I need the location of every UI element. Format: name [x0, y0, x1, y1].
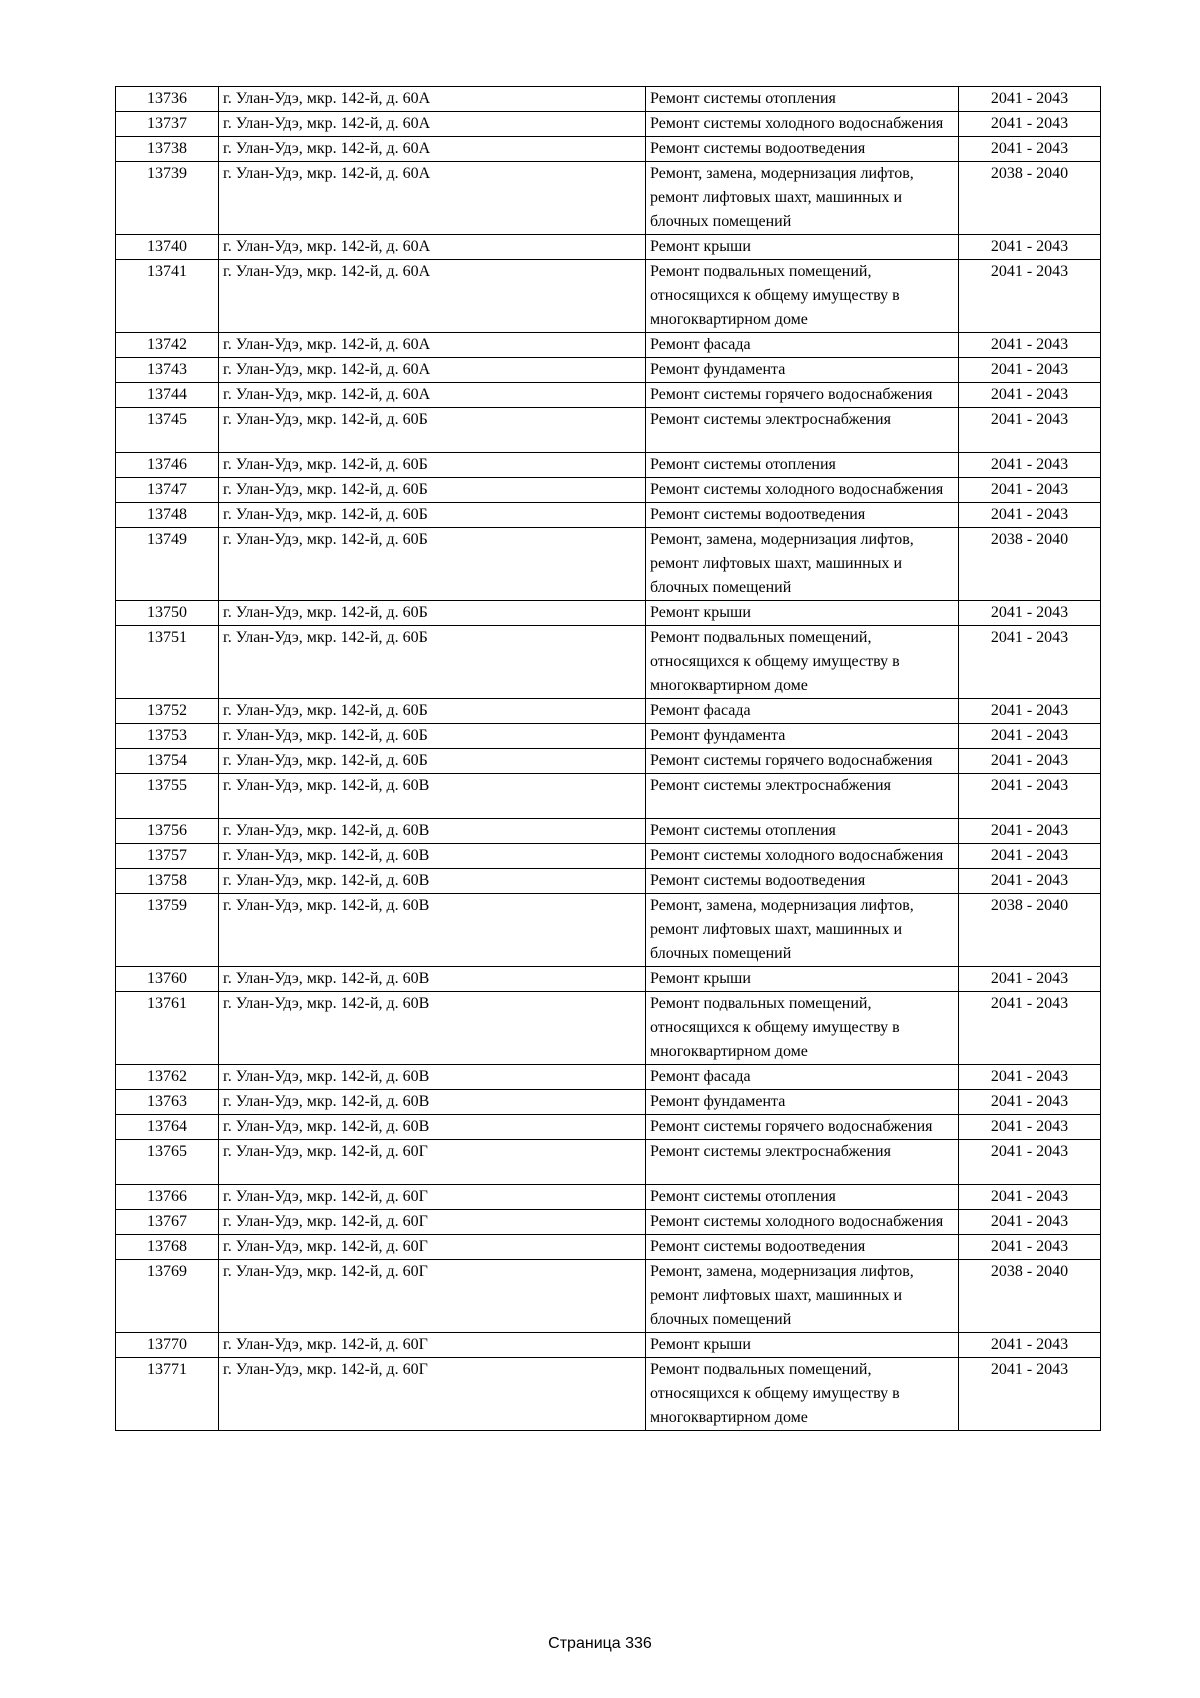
period-cell: 2041 - 2043	[959, 235, 1101, 260]
work-type-cell: Ремонт подвальных помещений, относящихся к общему имуществу в многоквартирном доме	[646, 626, 959, 699]
work-type-cell: Ремонт системы горячего водоснабжения	[646, 383, 959, 408]
period-cell: 2041 - 2043	[959, 844, 1101, 869]
table-row	[116, 358, 1101, 383]
work-type-cell: Ремонт крыши	[646, 967, 959, 992]
work-type-cell: Ремонт подвальных помещений, относящихся к общему имуществу в многоквартирном доме	[646, 260, 959, 333]
table-row	[116, 1235, 1101, 1260]
row-number: 13753	[116, 724, 219, 749]
address-cell: г. Улан-Удэ, мкр. 142-й, д. 60Б	[219, 503, 646, 528]
work-type-cell: Ремонт системы водоотведения	[646, 869, 959, 894]
work-type-cell: Ремонт, замена, модернизация лифтов, ремонт лифтовых шахт, машинных и блочных помещений	[646, 1260, 959, 1333]
table-row	[116, 503, 1101, 528]
row-number: 13759	[116, 894, 219, 967]
work-type-cell: Ремонт, замена, модернизация лифтов, ремонт лифтовых шахт, машинных и блочных помещений	[646, 528, 959, 601]
address-cell: г. Улан-Удэ, мкр. 142-й, д. 60В	[219, 819, 646, 844]
address-cell: г. Улан-Удэ, мкр. 142-й, д. 60В	[219, 992, 646, 1065]
work-type-cell: Ремонт, замена, модернизация лифтов, ремонт лифтовых шахт, машинных и блочных помещений	[646, 894, 959, 967]
row-number: 13741	[116, 260, 219, 333]
address-cell: г. Улан-Удэ, мкр. 142-й, д. 60Б	[219, 626, 646, 699]
work-type-cell: Ремонт системы водоотведения	[646, 137, 959, 162]
period-cell: 2041 - 2043	[959, 774, 1101, 819]
table-row	[116, 1260, 1101, 1333]
address-cell: г. Улан-Удэ, мкр. 142-й, д. 60А	[219, 260, 646, 333]
row-number: 13743	[116, 358, 219, 383]
work-type-cell: Ремонт фундамента	[646, 724, 959, 749]
address-cell: г. Улан-Удэ, мкр. 142-й, д. 60Г	[219, 1140, 646, 1185]
address-cell: г. Улан-Удэ, мкр. 142-й, д. 60Б	[219, 478, 646, 503]
row-number: 13767	[116, 1210, 219, 1235]
table-row	[116, 869, 1101, 894]
row-number: 13760	[116, 967, 219, 992]
work-type-cell: Ремонт системы горячего водоснабжения	[646, 1115, 959, 1140]
work-type-cell: Ремонт крыши	[646, 1333, 959, 1358]
period-cell: 2041 - 2043	[959, 260, 1101, 333]
row-number: 13742	[116, 333, 219, 358]
period-cell: 2041 - 2043	[959, 1090, 1101, 1115]
row-number: 13750	[116, 601, 219, 626]
address-cell: г. Улан-Удэ, мкр. 142-й, д. 60А	[219, 112, 646, 137]
row-number: 13744	[116, 383, 219, 408]
work-type-cell: Ремонт системы холодного водоснабжения	[646, 844, 959, 869]
row-number: 13756	[116, 819, 219, 844]
table-row	[116, 333, 1101, 358]
table-row	[116, 1358, 1101, 1431]
work-type-cell: Ремонт системы горячего водоснабжения	[646, 749, 959, 774]
work-type-cell: Ремонт системы электроснабжения	[646, 1140, 959, 1185]
page-number: Страница 336	[548, 1635, 652, 1652]
table-row	[116, 528, 1101, 601]
row-number: 13740	[116, 235, 219, 260]
work-type-cell: Ремонт фундамента	[646, 358, 959, 383]
row-number: 13771	[116, 1358, 219, 1431]
period-cell: 2041 - 2043	[959, 869, 1101, 894]
work-type-cell: Ремонт системы водоотведения	[646, 1235, 959, 1260]
row-number: 13763	[116, 1090, 219, 1115]
address-cell: г. Улан-Удэ, мкр. 142-й, д. 60Б	[219, 528, 646, 601]
row-number: 13751	[116, 626, 219, 699]
work-type-cell: Ремонт фундамента	[646, 1090, 959, 1115]
period-cell: 2041 - 2043	[959, 408, 1101, 453]
address-cell: г. Улан-Удэ, мкр. 142-й, д. 60Б	[219, 601, 646, 626]
row-number: 13754	[116, 749, 219, 774]
period-cell: 2041 - 2043	[959, 478, 1101, 503]
row-number: 13761	[116, 992, 219, 1065]
period-cell: 2041 - 2043	[959, 1185, 1101, 1210]
table-row	[116, 601, 1101, 626]
period-cell: 2041 - 2043	[959, 358, 1101, 383]
period-cell: 2041 - 2043	[959, 503, 1101, 528]
table-row	[116, 112, 1101, 137]
table-row	[116, 724, 1101, 749]
work-type-cell: Ремонт системы электроснабжения	[646, 408, 959, 453]
address-cell: г. Улан-Удэ, мкр. 142-й, д. 60Б	[219, 699, 646, 724]
table-body	[116, 87, 1101, 1431]
table-row	[116, 408, 1101, 453]
row-number: 13737	[116, 112, 219, 137]
period-cell: 2038 - 2040	[959, 894, 1101, 967]
period-cell: 2041 - 2043	[959, 1210, 1101, 1235]
table-row	[116, 453, 1101, 478]
table-row	[116, 749, 1101, 774]
row-number: 13770	[116, 1333, 219, 1358]
address-cell: г. Улан-Удэ, мкр. 142-й, д. 60А	[219, 87, 646, 112]
period-cell: 2041 - 2043	[959, 112, 1101, 137]
period-cell: 2038 - 2040	[959, 162, 1101, 235]
row-number: 13747	[116, 478, 219, 503]
period-cell: 2041 - 2043	[959, 1358, 1101, 1431]
period-cell: 2041 - 2043	[959, 699, 1101, 724]
period-cell: 2038 - 2040	[959, 528, 1101, 601]
address-cell: г. Улан-Удэ, мкр. 142-й, д. 60Г	[219, 1260, 646, 1333]
work-type-cell: Ремонт подвальных помещений, относящихся к общему имуществу в многоквартирном доме	[646, 992, 959, 1065]
table-row	[116, 699, 1101, 724]
address-cell: г. Улан-Удэ, мкр. 142-й, д. 60А	[219, 358, 646, 383]
work-type-cell: Ремонт фасада	[646, 699, 959, 724]
table-row	[116, 87, 1101, 112]
table-row	[116, 1210, 1101, 1235]
period-cell: 2041 - 2043	[959, 453, 1101, 478]
address-cell: г. Улан-Удэ, мкр. 142-й, д. 60В	[219, 774, 646, 819]
table-row	[116, 260, 1101, 333]
address-cell: г. Улан-Удэ, мкр. 142-й, д. 60В	[219, 894, 646, 967]
period-cell: 2041 - 2043	[959, 1115, 1101, 1140]
address-cell: г. Улан-Удэ, мкр. 142-й, д. 60Б	[219, 408, 646, 453]
row-number: 13736	[116, 87, 219, 112]
row-number: 13755	[116, 774, 219, 819]
work-type-cell: Ремонт системы холодного водоснабжения	[646, 478, 959, 503]
period-cell: 2041 - 2043	[959, 749, 1101, 774]
work-type-cell: Ремонт фасада	[646, 333, 959, 358]
table-row	[116, 819, 1101, 844]
address-cell: г. Улан-Удэ, мкр. 142-й, д. 60А	[219, 162, 646, 235]
period-cell: 2041 - 2043	[959, 1235, 1101, 1260]
period-cell: 2038 - 2040	[959, 1260, 1101, 1333]
period-cell: 2041 - 2043	[959, 137, 1101, 162]
address-cell: г. Улан-Удэ, мкр. 142-й, д. 60В	[219, 1065, 646, 1090]
work-type-cell: Ремонт системы холодного водоснабжения	[646, 112, 959, 137]
address-cell: г. Улан-Удэ, мкр. 142-й, д. 60В	[219, 967, 646, 992]
row-number: 13766	[116, 1185, 219, 1210]
row-number: 13757	[116, 844, 219, 869]
row-number: 13768	[116, 1235, 219, 1260]
row-number: 13745	[116, 408, 219, 453]
period-cell: 2041 - 2043	[959, 992, 1101, 1065]
work-type-cell: Ремонт системы отопления	[646, 453, 959, 478]
address-cell: г. Улан-Удэ, мкр. 142-й, д. 60В	[219, 1115, 646, 1140]
address-cell: г. Улан-Удэ, мкр. 142-й, д. 60Г	[219, 1358, 646, 1431]
table-row	[116, 1090, 1101, 1115]
row-number: 13765	[116, 1140, 219, 1185]
address-cell: г. Улан-Удэ, мкр. 142-й, д. 60Б	[219, 453, 646, 478]
work-type-cell: Ремонт фасада	[646, 1065, 959, 1090]
period-cell: 2041 - 2043	[959, 1065, 1101, 1090]
table-row	[116, 1185, 1101, 1210]
address-cell: г. Улан-Удэ, мкр. 142-й, д. 60Г	[219, 1235, 646, 1260]
repair-schedule-table	[115, 86, 1101, 1431]
address-cell: г. Улан-Удэ, мкр. 142-й, д. 60В	[219, 869, 646, 894]
table-row	[116, 1065, 1101, 1090]
row-number: 13738	[116, 137, 219, 162]
work-type-cell: Ремонт системы электроснабжения	[646, 774, 959, 819]
address-cell: г. Улан-Удэ, мкр. 142-й, д. 60Г	[219, 1333, 646, 1358]
row-number: 13758	[116, 869, 219, 894]
row-number: 13762	[116, 1065, 219, 1090]
work-type-cell: Ремонт подвальных помещений, относящихся к общему имуществу в многоквартирном доме	[646, 1358, 959, 1431]
period-cell: 2041 - 2043	[959, 383, 1101, 408]
address-cell: г. Улан-Удэ, мкр. 142-й, д. 60А	[219, 235, 646, 260]
period-cell: 2041 - 2043	[959, 601, 1101, 626]
period-cell: 2041 - 2043	[959, 87, 1101, 112]
address-cell: г. Улан-Удэ, мкр. 142-й, д. 60Г	[219, 1210, 646, 1235]
row-number: 13764	[116, 1115, 219, 1140]
table-row	[116, 894, 1101, 967]
row-number: 13748	[116, 503, 219, 528]
address-cell: г. Улан-Удэ, мкр. 142-й, д. 60В	[219, 1090, 646, 1115]
period-cell: 2041 - 2043	[959, 1333, 1101, 1358]
row-number: 13752	[116, 699, 219, 724]
work-type-cell: Ремонт крыши	[646, 601, 959, 626]
period-cell: 2041 - 2043	[959, 819, 1101, 844]
work-type-cell: Ремонт системы холодного водоснабжения	[646, 1210, 959, 1235]
period-cell: 2041 - 2043	[959, 724, 1101, 749]
table-row	[116, 137, 1101, 162]
row-number: 13769	[116, 1260, 219, 1333]
work-type-cell: Ремонт системы отопления	[646, 1185, 959, 1210]
address-cell: г. Улан-Удэ, мкр. 142-й, д. 60А	[219, 137, 646, 162]
row-number: 13739	[116, 162, 219, 235]
table-row	[116, 478, 1101, 503]
table-row	[116, 844, 1101, 869]
table-row	[116, 1333, 1101, 1358]
work-type-cell: Ремонт, замена, модернизация лифтов, ремонт лифтовых шахт, машинных и блочных помещений	[646, 162, 959, 235]
address-cell: г. Улан-Удэ, мкр. 142-й, д. 60А	[219, 333, 646, 358]
work-type-cell: Ремонт системы отопления	[646, 87, 959, 112]
work-type-cell: Ремонт системы водоотведения	[646, 503, 959, 528]
address-cell: г. Улан-Удэ, мкр. 142-й, д. 60Г	[219, 1185, 646, 1210]
table-row	[116, 992, 1101, 1065]
table-row	[116, 383, 1101, 408]
table-row	[116, 774, 1101, 819]
row-number: 13746	[116, 453, 219, 478]
period-cell: 2041 - 2043	[959, 333, 1101, 358]
work-type-cell: Ремонт крыши	[646, 235, 959, 260]
period-cell: 2041 - 2043	[959, 626, 1101, 699]
row-number: 13749	[116, 528, 219, 601]
address-cell: г. Улан-Удэ, мкр. 142-й, д. 60Б	[219, 749, 646, 774]
period-cell: 2041 - 2043	[959, 1140, 1101, 1185]
address-cell: г. Улан-Удэ, мкр. 142-й, д. 60Б	[219, 724, 646, 749]
work-type-cell: Ремонт системы отопления	[646, 819, 959, 844]
table-row	[116, 235, 1101, 260]
table-row	[116, 626, 1101, 699]
table-row	[116, 967, 1101, 992]
period-cell: 2041 - 2043	[959, 967, 1101, 992]
address-cell: г. Улан-Удэ, мкр. 142-й, д. 60В	[219, 844, 646, 869]
table-row	[116, 1115, 1101, 1140]
address-cell: г. Улан-Удэ, мкр. 142-й, д. 60А	[219, 383, 646, 408]
table-row	[116, 162, 1101, 235]
table-row	[116, 1140, 1101, 1185]
